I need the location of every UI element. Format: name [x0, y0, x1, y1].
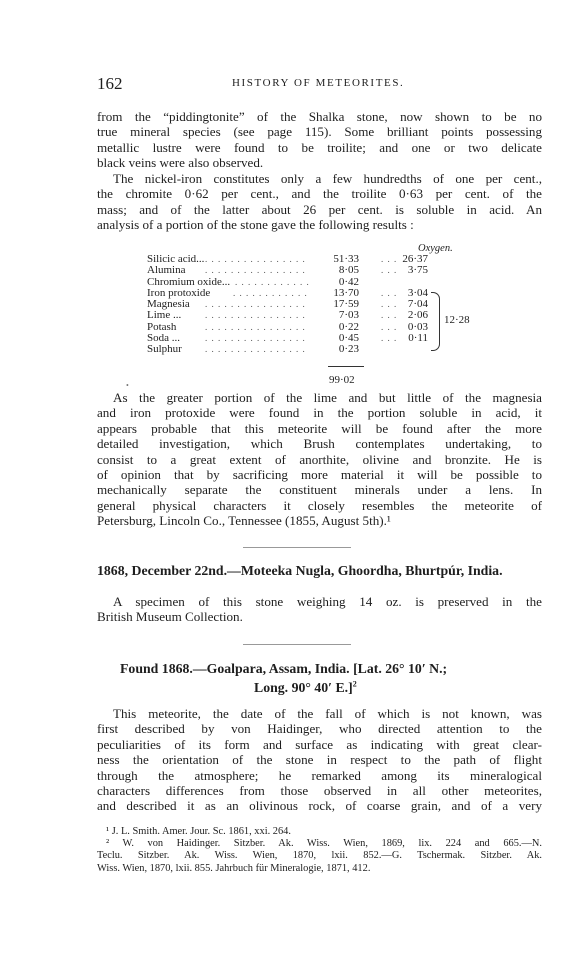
bracket	[431, 292, 440, 351]
text-line: The nickel-iron constitutes only a few hundredths of one per cent.,	[113, 171, 542, 186]
dot-leader: . . . . . . . . . . . . . . . .	[205, 310, 306, 321]
constituent-name: Soda ...	[147, 332, 180, 345]
sum-rule	[328, 366, 364, 367]
dot-leader: . . .	[381, 254, 398, 264]
oxygen-column-header: Oxygen.	[418, 243, 453, 254]
dot-leader: . . . . . . . . . . . .	[235, 276, 310, 287]
analysis-total: 99·02	[329, 374, 355, 386]
dot-leader: . . .	[381, 265, 398, 276]
constituent-name: Chromium oxide...	[147, 275, 231, 288]
dot-leader: . . .	[381, 321, 398, 332]
footnotes	[97, 826, 542, 875]
constituent-value: 13·70	[333, 286, 359, 299]
constituent-name: Iron protoxide	[147, 286, 211, 299]
analysis-table	[147, 254, 527, 356]
text-line: A specimen of this stone weighing 14 oz. is preserved in the	[113, 594, 542, 609]
dot-leader: . . . . . . . . . . . . . . . .	[205, 333, 306, 344]
section-heading-goalpara-cont	[254, 680, 357, 696]
running-head	[97, 74, 545, 94]
section-heading-moteeka-nugla: 1868, December 22nd.—Moteeka Nugla, Ghoordha, Bhurtpúr, India.	[97, 563, 503, 578]
text-line: peculiarities of its form and surface as indicating with great clear-	[97, 736, 542, 752]
section-heading-goalpara: Found 1868.—Goalpara, Assam, India. [Lat. 26° 10′ N.;	[120, 661, 448, 676]
constituent-name: Magnesia	[147, 298, 190, 311]
oxygen-value: 26·37	[402, 253, 428, 265]
text-line: mass; and of the latter about 26 per cent. is soluble in acid. An	[97, 201, 542, 217]
constituent-value: 17·59	[333, 298, 359, 311]
text-line: ness the orientation of the stone in respect to the path of flight	[97, 752, 542, 768]
bracket-sum: 12·28	[444, 314, 470, 326]
constituent-name: Silicic acid...	[147, 253, 205, 265]
text-line: the chromite 0·62 per cent., and the troilite 0·63 per cent. of the	[97, 186, 542, 202]
section-divider	[243, 644, 351, 645]
constituent-value: 0·42	[338, 275, 359, 288]
dot-leader: . . . . . . . . . . . . . . . .	[205, 299, 306, 310]
text-line: metallic lustre were found to be troilite; and one or two delicate	[97, 139, 542, 155]
analysis-row	[147, 299, 527, 310]
constituent-name: Alumina	[147, 264, 186, 277]
text-line: mechanically separate the constituent minerals under a lens. In	[97, 482, 542, 498]
dot-leader: . . . . . . . . . . . .	[233, 287, 308, 298]
constituent-value: 0·45	[338, 332, 359, 345]
constituent-value: 0·22	[338, 320, 359, 333]
stray-mark: •	[126, 381, 129, 390]
footnote-marker: 2	[352, 679, 357, 689]
paragraph-piddingtonite	[97, 109, 542, 171]
oxygen-value: 0·11	[408, 332, 428, 345]
text-line: true mineral species (see page 115). Some brilliant points possessing	[97, 124, 542, 140]
paragraph-goalpara-description	[97, 706, 542, 814]
text-line: characters differences from those observed in all other meteorites,	[97, 783, 542, 799]
constituent-value: 0·23	[338, 343, 359, 356]
text-line: analysis of a portion of the stone gave the following results :	[97, 217, 414, 233]
footnote-line: ² W. von Haidinger. Sitzber. Ak. Wiss. Wien, 1869, lix. 224 and 665.—N.	[106, 838, 542, 850]
dot-leader: . . . . . . . . . . . . . . . .	[205, 321, 306, 332]
dot-leader: . . . . . . . . . . . . . . . .	[205, 254, 306, 264]
dot-leader: . . . . . . . . . . . . . . . .	[205, 344, 306, 355]
paragraph-specimen	[97, 594, 542, 625]
oxygen-value: 2·06	[407, 309, 428, 322]
text-line: consist to a great extent of anorthite, olivine and bronzite. He is	[97, 451, 542, 467]
text-line: of opinion that by sacrificing more material it will be possible to	[97, 467, 542, 483]
text-line: appears probable that this meteorite will be found after the more	[97, 420, 542, 436]
text-line: general physical characters it closely resembles the meteorite of	[97, 497, 542, 513]
heading-text: Long. 90° 40′ E.]	[254, 680, 353, 695]
text-line: This meteorite, the date of the fall of which is not known, was	[113, 706, 542, 721]
dot-leader: . . .	[381, 287, 398, 298]
constituent-value: 51·33	[333, 253, 359, 265]
text-line: British Museum Collection.	[97, 609, 243, 625]
running-title: HISTORY OF METEORITES.	[232, 77, 405, 89]
constituent-name: Sulphur	[147, 343, 182, 356]
oxygen-value: 3·75	[407, 264, 428, 277]
oxygen-value: 3·04	[407, 286, 428, 299]
dot-leader: . . . . . . . . . . . . . . . .	[205, 265, 306, 276]
text-line: and iron protoxide were found in the portion soluble in acid, it	[97, 405, 542, 421]
constituent-value: 8·05	[338, 264, 359, 277]
dot-leader: . . .	[381, 310, 398, 321]
text-line: detailed investigation, which Brush contemplates undertaking, to	[97, 436, 542, 452]
footnote-line: ¹ J. L. Smith. Amer. Jour. Sc. 1861, xxi. 264.	[106, 826, 291, 837]
text-line: through the atmosphere; he remarked among its mineralogical	[97, 767, 542, 783]
footnote-line: Wiss. Wien, 1870, lxii. 855. Jahrbuch für Mineralogie, 1871, 412.	[97, 862, 371, 874]
analysis-row	[147, 344, 527, 355]
page-number: 162	[97, 74, 123, 93]
text-line: black veins were also observed.	[97, 155, 264, 171]
text-line: Petersburg, Lincoln Co., Tennessee (1855, August 5th).¹	[97, 513, 391, 529]
footnote-line: Teclu. Sitzber. Ak. Wiss. Wien, 1870, lxii. 852.—G. Tschermak. Sitzber. Ak.	[97, 850, 542, 862]
text-line: from the “piddingtonite” of the Shalka stone, now shown to be no	[97, 109, 542, 124]
text-line: and described it as an olivinous rock, of coarse grain, and of a very	[97, 798, 542, 814]
constituent-name: Potash	[147, 320, 177, 333]
constituent-name: Lime ...	[147, 309, 182, 322]
section-divider	[243, 547, 351, 548]
paragraph-nickel-iron	[97, 171, 542, 233]
paragraph-interpretation	[97, 390, 542, 529]
oxygen-value: 7·04	[407, 298, 428, 311]
analysis-row	[147, 254, 527, 265]
dot-leader: . . .	[381, 299, 398, 310]
constituent-value: 7·03	[338, 309, 359, 322]
analysis-row	[147, 333, 527, 344]
text-line: first described by von Haidinger, who directed attention to the	[97, 721, 542, 737]
dot-leader: . . .	[381, 333, 398, 344]
analysis-row	[147, 265, 527, 276]
analysis-row	[147, 322, 527, 333]
oxygen-value: 0·03	[407, 320, 428, 333]
text-line: As the greater portion of the lime and but little of the magnesia	[113, 390, 542, 405]
analysis-row	[147, 310, 527, 321]
